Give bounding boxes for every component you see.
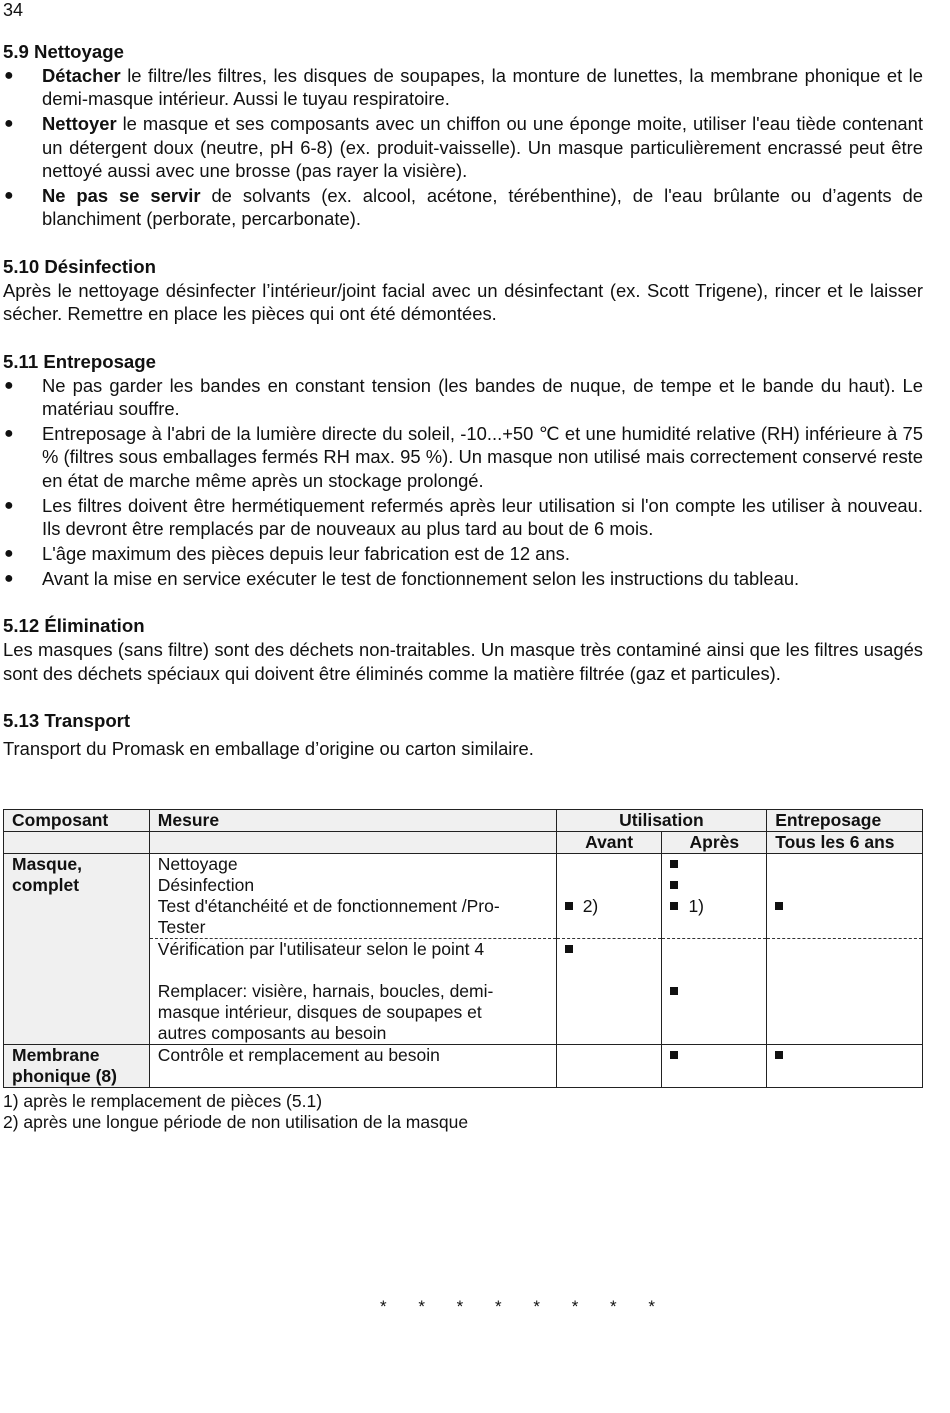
- end-separator: * * * * * * * *: [380, 1297, 669, 1316]
- avant-cell: [556, 1045, 662, 1088]
- bullet-icon: ●: [4, 424, 14, 442]
- section-text: Les masques (sans filtre) sont des déchets non-traitables. Un masque très contaminé ainsi que les filtres usagés sont des déchets spéciaux qui doivent être éliminés comme la matière filtrée (gaz et particules).: [3, 639, 923, 684]
- item-lead: Ne pas se servir: [42, 185, 201, 207]
- component-line: phonique (8): [12, 1066, 117, 1086]
- measure-controle: Contrôle et remplacement au besoin: [157, 1045, 440, 1065]
- section-title: 5.12 Élimination: [3, 615, 145, 637]
- section-storage: [3, 350, 923, 591]
- check-mark-icon: [565, 945, 573, 953]
- list-item: [3, 112, 923, 182]
- section-title: 5.11 Entreposage: [3, 350, 156, 372]
- footnote: 1) après le remplacement de pièces (5.1): [3, 1091, 323, 1111]
- check-mark-icon: [565, 902, 573, 910]
- item-text: de solvants (ex. alcool, acétone, térébenthine), de l'eau brûlante ou d’agents de blanchiment (perborate, percarbonate).: [42, 185, 924, 230]
- apres-cell: [662, 939, 767, 982]
- list-item: [3, 422, 923, 492]
- apres-cell: [662, 854, 767, 939]
- check-mark-icon: [670, 860, 678, 868]
- item-text: le masque et ses composants avec un chiffon ou une éponge moite, utiliser l'eau tiède contenant un détergent doux (neutre, pH 6-8) (ex. produit-vaisselle). Un masque particulièrement encrassé peut être nettoyé aussi avec une brosse (pas rayer la visière).: [42, 113, 923, 182]
- bullet-icon: ●: [4, 187, 14, 205]
- measure-cell: [149, 1045, 556, 1088]
- check-mark-icon: [670, 1051, 678, 1059]
- entreposage-cell: [767, 981, 923, 1045]
- header-avant: Avant: [556, 832, 662, 854]
- header-tous-6-ans: Tous les 6 ans: [767, 832, 923, 854]
- bullet-icon: ●: [4, 67, 14, 84]
- check-mark-icon: [775, 1051, 783, 1059]
- avant-cell: [556, 939, 662, 982]
- measure-nettoyage: Nettoyage: [157, 854, 238, 874]
- check-mark-icon: [775, 902, 783, 910]
- bullet-list: [3, 64, 923, 231]
- avant-cell: [556, 854, 662, 939]
- header-apres: Après: [662, 832, 767, 854]
- section-text: Après le nettoyage désinfecter l’intérieur/joint facial avec un désinfectant (ex. Scott Trigene), rincer et le laisser sécher. Remettre en place les pièces qui ont été démontées.: [3, 279, 923, 325]
- bullet-list: [3, 374, 923, 591]
- component-membrane: [4, 1045, 150, 1088]
- item-text: Entreposage à l'abri de la lumière directe du soleil, -10...+50 ℃ et une humidité relative (RH) inférieure à 75 % (filtres sous emballages fermés RH max. 95 %). Un masque non utilisé mais correctement conservé reste en état de marche même après un stockage prolongé.: [42, 422, 923, 491]
- section-transport: [3, 709, 923, 760]
- footnotes: [3, 1091, 468, 1133]
- bullet-icon: ●: [4, 569, 14, 587]
- avant-cell: [556, 981, 662, 1045]
- item-lead: Nettoyer: [42, 113, 117, 135]
- apres-cell: [662, 981, 767, 1045]
- entreposage-cell: [767, 854, 923, 939]
- item-text: L'âge maximum des pièces depuis leur fabrication est de 12 ans.: [42, 543, 570, 564]
- bullet-icon: ●: [4, 545, 14, 562]
- apres-cell: [662, 1045, 767, 1088]
- document-body: [3, 40, 923, 785]
- header-composant: Composant: [4, 810, 150, 832]
- list-item: [3, 542, 923, 565]
- item-text: Les filtres doivent être hermétiquement refermés après leur utilisation si l'on compte les utiliser à nouveau. Ils devront être remplacés par de nouveaux au plus tard au bout de 6 mois.: [42, 494, 923, 540]
- list-item: [3, 184, 923, 231]
- item-text: Avant la mise en service exécuter le test de fonctionnement selon les instructions du tableau.: [42, 567, 800, 589]
- item-lead: Détacher: [42, 65, 121, 86]
- section-title: 5.13 Transport: [3, 710, 131, 732]
- item-text: le filtre/les filtres, les disques de soupapes, la monture de lunettes, la membrane phonique et le demi-masque intérieur. Aussi le tuyau respiratoire.: [42, 65, 923, 110]
- bullet-icon: ●: [4, 115, 14, 133]
- measure-test: Test d'étanchéité et de fonctionnement /Pro-Tester: [157, 896, 500, 937]
- section-text: Transport du Promask en emballage d’origine ou carton similaire.: [3, 738, 534, 760]
- bullet-icon: ●: [4, 496, 14, 514]
- bullet-icon: ●: [4, 376, 14, 394]
- list-item: [3, 64, 923, 111]
- header-utilisation: Utilisation: [556, 810, 766, 832]
- entreposage-cell: [767, 939, 923, 982]
- footnote-ref: 2): [582, 896, 599, 916]
- table-row: [4, 1045, 923, 1088]
- component-masque: [4, 854, 150, 1045]
- item-text: Ne pas garder les bandes en constant tension (les bandes de nuque, de tempe et le bande du haut). Le matériau souffre.: [42, 374, 923, 420]
- section-disinfection: [3, 255, 923, 326]
- list-item: [3, 374, 923, 421]
- component-line: Membrane: [12, 1045, 100, 1065]
- header-entreposage: Entreposage: [767, 810, 923, 832]
- list-item: [3, 567, 923, 590]
- measure-desinfection: Désinfection: [157, 875, 255, 895]
- footnote: 2) après une longue période de non utilisation de la masque: [3, 1112, 469, 1132]
- entreposage-cell: [767, 1045, 923, 1088]
- measure-remplacer: Remplacer: visière, harnais, boucles, demi-masque intérieur, disques de soupapes et autres composants au besoin: [157, 981, 494, 1043]
- section-title: 5.9 Nettoyage: [3, 41, 124, 62]
- empty-cell: [149, 832, 556, 854]
- measure-cell: [149, 939, 556, 982]
- measure-cell: [149, 854, 556, 939]
- section-disposal: [3, 614, 923, 685]
- page-number: 34: [3, 0, 24, 20]
- component-line: complet: [12, 875, 80, 895]
- empty-cell: [4, 832, 150, 854]
- table-row: [4, 854, 923, 939]
- measure-cell: [149, 981, 556, 1045]
- footnote-ref: 1): [688, 896, 704, 916]
- header-mesure: Mesure: [149, 810, 556, 832]
- list-item: [3, 494, 923, 541]
- section-title: 5.10 Désinfection: [3, 255, 156, 277]
- table-subheader-row: [4, 832, 923, 854]
- maintenance-table: [3, 809, 923, 1088]
- component-line: Masque,: [12, 854, 83, 874]
- check-mark-icon: [670, 987, 678, 995]
- measure-verification: Vérification par l'utilisateur selon le point 4: [157, 939, 485, 959]
- section-cleaning: [3, 40, 923, 231]
- check-mark-icon: [670, 902, 678, 910]
- table-header-row: [4, 810, 923, 832]
- check-mark-icon: [670, 881, 678, 889]
